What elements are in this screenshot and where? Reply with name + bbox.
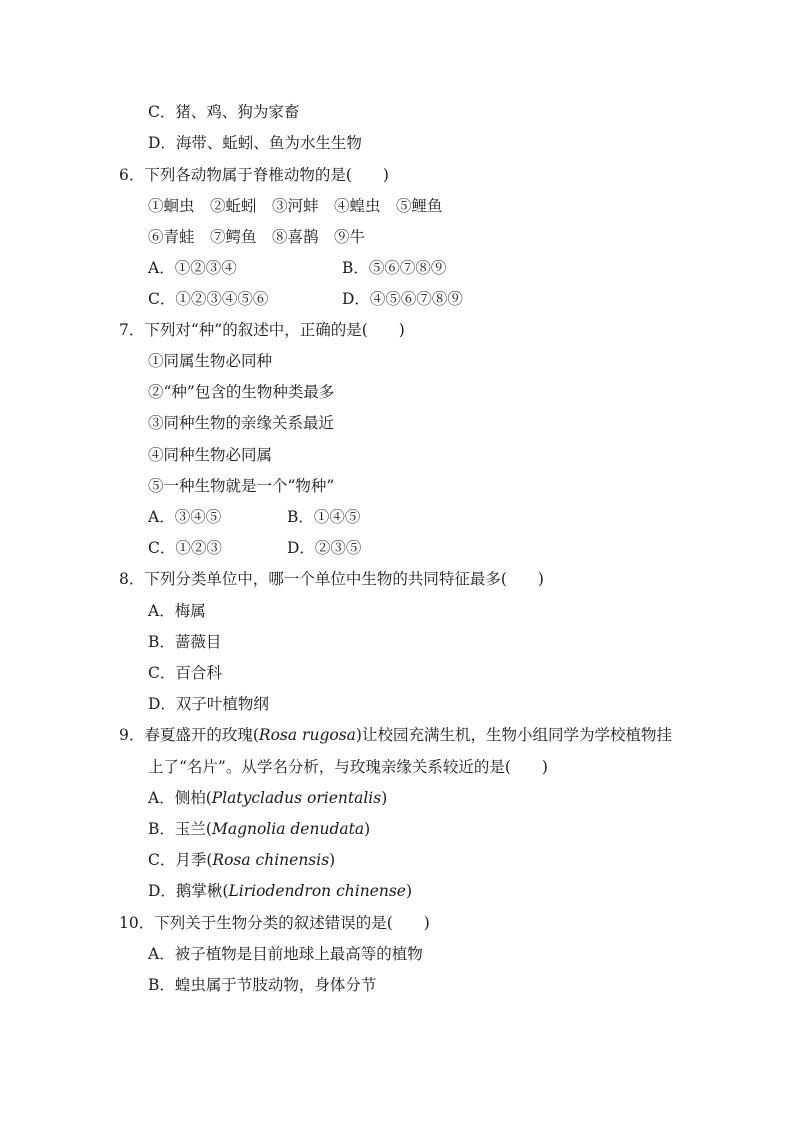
q9-option-a-label: A．侧柏( xyxy=(148,789,212,807)
q8-option-b: B．蔷薇目 xyxy=(148,633,222,651)
q7-option-a: A．③④⑤ xyxy=(148,508,222,526)
q9-option-d-latin: Liriodendron chinense xyxy=(228,882,406,900)
q5-option-c: C．猪、鸡、狗为家畜 xyxy=(148,103,300,121)
q10-option-a: A．被子植物是目前地球上最高等的植物 xyxy=(148,945,423,963)
q7-option-c: C．①②③ xyxy=(148,539,222,557)
q6-option-c: C．①②③④⑤⑥ xyxy=(148,290,269,308)
q6-stem: 6．下列各动物属于脊椎动物的是( ) xyxy=(119,166,389,184)
q7-statement-4: ④同种生物必同属 xyxy=(148,446,273,464)
q7-option-b: B．①④⑤ xyxy=(287,508,361,526)
q9-stem-line-1 xyxy=(119,725,672,745)
q9-option-b xyxy=(148,819,370,839)
q9-option-b-latin: Magnolia denudata xyxy=(211,820,365,838)
q7-stem: 7．下列对“种”的叙述中，正确的是( ) xyxy=(119,321,405,339)
q8-stem: 8．下列分类单位中，哪一个单位中生物的共同特征最多( ) xyxy=(119,570,544,588)
q9-option-c xyxy=(148,850,335,870)
q9-option-c-latin: Rosa chinensis xyxy=(212,851,330,869)
q6-option-d: D．④⑤⑥⑦⑧⑨ xyxy=(342,290,463,308)
q7-option-d: D．②③⑤ xyxy=(287,539,362,557)
q5-option-d: D．海带、蚯蚓、鱼为水生生物 xyxy=(148,134,362,152)
q6-items-line-2: ⑥青蛙 ⑦鳄鱼 ⑧喜鹊 ⑨牛 xyxy=(148,228,366,246)
q7-statement-3: ③同种生物的亲缘关系最近 xyxy=(148,414,335,432)
q7-statement-1: ①同属生物必同种 xyxy=(148,352,273,370)
q9-option-a xyxy=(148,788,387,808)
q9-option-d-label: D．鹅掌楸( xyxy=(148,882,229,900)
q6-option-a: A．①②③④ xyxy=(148,259,237,277)
q9-option-b-label: B．玉兰( xyxy=(148,820,212,838)
q9-latin-name: Rosa rugosa xyxy=(258,726,356,744)
q6-items-line-1: ①蛔虫 ②蚯蚓 ③河蚌 ④蝗虫 ⑤鲤鱼 xyxy=(148,197,443,215)
q9-option-c-label: C．月季( xyxy=(148,851,213,869)
q9-stem-line-2: 上了“名片”。从学名分析，与玫瑰亲缘关系较近的是( ) xyxy=(148,758,548,776)
q7-statement-2: ②“种”包含的生物种类最多 xyxy=(148,383,335,401)
q10-stem: 10．下列关于生物分类的叙述错误的是( ) xyxy=(119,914,430,932)
close-paren: ) xyxy=(381,789,388,807)
q9-stem-text-continued: )让校园充满生机，生物小组同学为学校植物挂 xyxy=(355,726,672,744)
q8-option-a: A．梅属 xyxy=(148,602,206,620)
q10-option-b: B．蝗虫属于节肢动物，身体分节 xyxy=(148,976,377,994)
close-paren: ) xyxy=(329,851,336,869)
q7-statement-5: ⑤一种生物就是一个“物种” xyxy=(148,477,335,495)
q8-option-c: C．百合科 xyxy=(148,664,222,682)
close-paren: ) xyxy=(405,882,413,900)
q9-option-d xyxy=(148,881,412,901)
close-paren: ) xyxy=(364,820,371,838)
q6-option-b: B．⑤⑥⑦⑧⑨ xyxy=(342,259,447,277)
q9-stem-text: 9．春夏盛开的玫瑰( xyxy=(119,726,259,744)
q8-option-d: D．双子叶植物纲 xyxy=(148,695,269,713)
q9-option-a-latin: Platycladus orientalis xyxy=(211,789,382,807)
